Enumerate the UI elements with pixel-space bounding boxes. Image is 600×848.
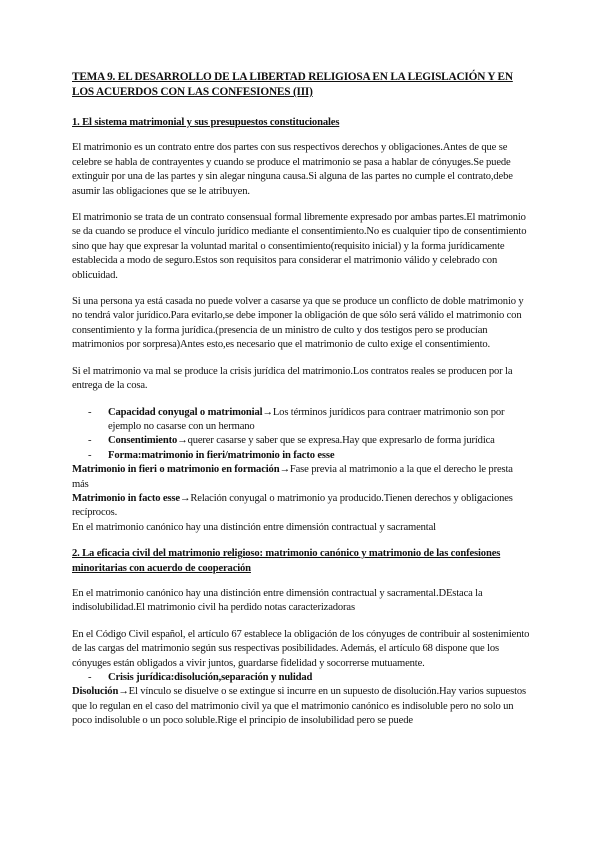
list-item [72, 449, 530, 463]
definition-in-fieri [72, 463, 530, 492]
definition-term: Matrimonio in fieri o matrimonio en formación [72, 464, 280, 476]
bullet-dash: - [88, 672, 92, 683]
bullet-dash: - [88, 406, 92, 418]
bullet-term: Crisis jurídica:disolución,separación y nulidad [108, 672, 313, 683]
definition-disolucion [72, 685, 530, 728]
definition-text: →El vínculo se disuelve o se extingue si incurre en un supuesto de disolución.Hay varios supuestos que lo regulan en el caso del matrimonio civil ya que el matrimonio canónico es indisoluble pero no solo un poco indisoluble o un poco soluble.Rige el principio de insolubilidad pero se puede [72, 686, 526, 727]
definition-text: →Fase previa al matrimonio a la que el derecho le presta más [72, 464, 513, 490]
bullet-dash: - [88, 449, 92, 461]
section-1-bullet-list [72, 406, 530, 464]
document-title: TEMA 9. EL DESARROLLO DE LA LIBERTAD RELIGIOSA EN LA LEGISLACIÓN Y EN LOS ACUERDOS CON LAS CONFESIONES (III) [72, 71, 513, 98]
definition-term: Disolución [72, 686, 119, 698]
definition-text: →Relación conyugal o matrimonio ya producido.Tienen derechos y obligaciones recíprocos. [72, 492, 513, 519]
bullet-term: Consentimiento [108, 435, 178, 447]
bullet-term: Forma:matrimonio in fieri/matrimonio in facto esse [108, 449, 335, 461]
list-item [72, 406, 530, 435]
document-body [72, 70, 530, 729]
section-1-heading: 1. El sistema matrimonial y sus presupuestos constitucionales [72, 117, 340, 128]
bullet-dash: - [88, 435, 92, 447]
section-1-paragraph-3: Si una persona ya está casada no puede volver a casarse ya que se produce un conflicto de doble matrimonio y no tendrá valor jurídico.Para evitarlo,se debe imponer la obligación de que sólo será válido el matrimonio con consentimiento y la forma jurídica.(presencia de un ministro de culto y dos testigos pero se producían matrimonios por sorpresa)Antes esto,es necesario que el matrimonio de culto exige el consentimiento. [72, 296, 524, 351]
section-1-paragraph-4: Si el matrimonio va mal se produce la crisis jurídica del matrimonio.Los contratos reales se producen por la entrega de la cosa. [72, 365, 513, 392]
list-item [72, 434, 530, 448]
list-item [72, 671, 530, 685]
definition-in-facto-esse [72, 492, 530, 521]
section-2-paragraph-2: En el Código Civil español, el artículo 67 establece la obligación de los cónyuges de contribuir al sostenimiento de las cargas del matrimonio según sus respectivas posibilidades. Además, el artículo 68 dispone que los cónyuges están obligados a vivir juntos, guardarse fidelidad y socorrerse mutuamente. [72, 628, 530, 669]
section-2-paragraph-1: En el matrimonio canónico hay una distinción entre dimensión contractual y sacramental.DEstaca la indisolubilidad.El matrimonio civil ha perdido notas caracterizadoras [72, 587, 483, 614]
bullet-term: Capacidad conyugal o matrimonial [108, 406, 263, 418]
section-1-closing: En el matrimonio canónico hay una distinción entre dimensión contractual y sacramental [72, 521, 436, 533]
definition-term: Matrimonio in facto esse [72, 492, 180, 504]
section-1-paragraph-2: El matrimonio se trata de un contrato consensual formal libremente expresado por ambas partes.El matrimonio se da cuando se produce el vínculo jurídico mediante el consentimiento.No es cualquier tipo de consentimiento sino que hay que expresar la voluntad marital o consentimiento(requisito inicial) y la forma jurídicamente establecida a modo de seguro.Estos son requisitos para considerar el matrimonio válido y celebrado con oblicuidad. [72, 212, 527, 281]
bullet-text: →Los términos jurídicos para contraer matrimonio son por ejemplo no casarse con un hermano [108, 406, 505, 432]
bullet-text: →querer casarse y saber que se expresa.Hay que expresarlo de forma jurídica [177, 435, 495, 447]
section-2-bullet-list [72, 671, 530, 685]
section-1-paragraph-1: El matrimonio es un contrato entre dos partes con sus respectivos derechos y obligaciones.Antes de que se celebre se habla de contrayentes y cuando se produce el matrimonio se pasa a hablar de cónyuges.Se puede extinguir por una de las partes y sin alegar ninguna causa.Si alguna de las partes no cumple el contrato,debe asumir las obligaciones que se le atribuyen. [72, 142, 513, 197]
section-2-heading: 2. La eficacia civil del matrimonio religioso: matrimonio canónico y matrimonio de las confesiones minoritarias con acuerdo de cooperación [72, 548, 501, 574]
